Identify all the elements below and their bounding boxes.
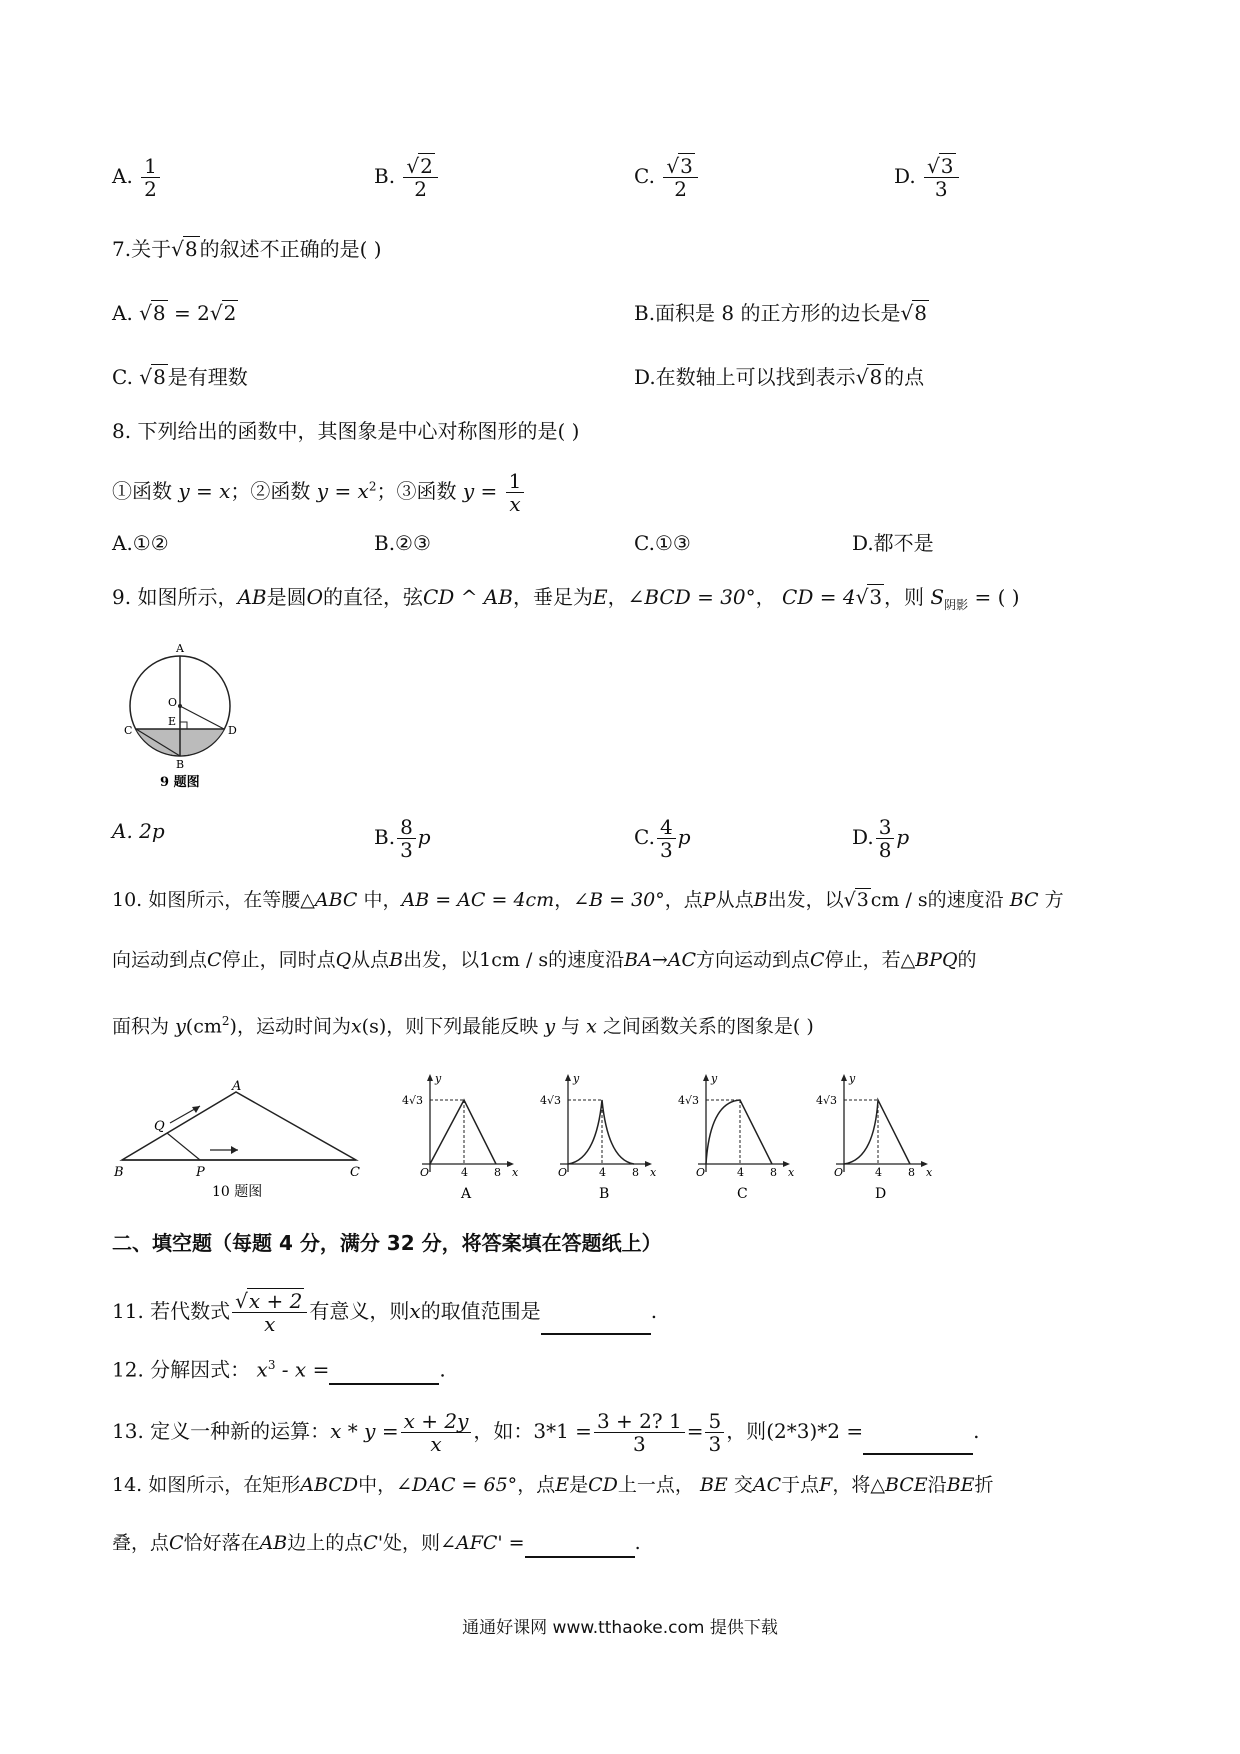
q6-option-c: C. $\frac{√3}{2}$ bbox=[634, 155, 700, 200]
q10-line-3: 面积为 $y(cm^2)$，运动时间为x(s)，则下列最能反映 y 与 x 之间函数关系的图象是( ) bbox=[112, 1014, 814, 1038]
q9-figure bbox=[118, 640, 242, 790]
q9-label-o: O bbox=[168, 696, 178, 709]
q10-tri-label-q: Q bbox=[154, 1119, 165, 1134]
q10-graph-a bbox=[402, 1072, 519, 1202]
y-max-label: 4√3 bbox=[402, 1094, 424, 1107]
q10-triangle-figure bbox=[112, 1080, 372, 1200]
q12: 12. 分解因式： $x^3$ - x = . bbox=[112, 1350, 446, 1385]
q9-label-e: E bbox=[168, 715, 177, 728]
q7-option-d: D.在数轴上可以找到表示√8 的点 bbox=[634, 365, 925, 389]
q9-label-d: D bbox=[228, 724, 237, 737]
section-2-title: 二、填空题（每题 4 分，满分 32 分，将答案填在答题纸上） bbox=[112, 1231, 662, 1255]
q14-line-2: 叠，点C恰好落在AB边上的点C'处，则∠AFC' = . bbox=[112, 1528, 641, 1558]
q14-answer-blank[interactable] bbox=[525, 1534, 635, 1558]
q7-option-b: B.面积是 8 的正方形的边长是√8 bbox=[634, 301, 927, 325]
origin-label: O bbox=[558, 1166, 568, 1179]
q6-option-a: A. $\frac{1}{2}$ bbox=[112, 155, 162, 200]
q11: 11. 若代数式 $\frac{√x + 2}{x}$ 有意义，则x的取值范围是 . bbox=[112, 1289, 658, 1336]
q9-option-a: A. 2p bbox=[112, 819, 165, 843]
q7-option-a: A. √8 = 2√2 bbox=[112, 301, 237, 325]
origin-label: O bbox=[834, 1166, 844, 1179]
x-tick-4: 4 bbox=[599, 1166, 606, 1179]
x-axis-label: x bbox=[512, 1166, 519, 1179]
q9-label-a: A bbox=[176, 642, 184, 655]
q10-line-2: 向运动到点C停止，同时点Q从点B出发，以1cm / s的速度沿BA→AC方向运动到点C停止，若△BPQ的 bbox=[112, 949, 977, 971]
q10-graph-options bbox=[400, 1072, 960, 1202]
q9-option-c: C. $\frac{4}{3}$ p bbox=[634, 815, 691, 862]
q13-answer-blank[interactable] bbox=[863, 1431, 973, 1455]
q8-items: ①函数 y = x；②函数 $y = x^2$；③函数 y = $\frac{1}{x}$ bbox=[112, 470, 526, 515]
q14-line-1: 14. 如图所示，在矩形ABCD中，∠DAC = 65°，点E是CD上一点， BE 交AC于点F，将△BCE沿BE折 bbox=[112, 1474, 994, 1496]
q10-graph-curve bbox=[706, 1100, 772, 1164]
q10-graph-c bbox=[678, 1072, 795, 1202]
graph-caption: B bbox=[599, 1186, 610, 1202]
x-axis-label: x bbox=[788, 1166, 795, 1179]
q8-option-d: D.都不是 bbox=[852, 531, 934, 555]
q8-option-c: C.①③ bbox=[634, 531, 691, 555]
q7-stem: 7.关于√8 的叙述不正确的是( ) bbox=[112, 237, 382, 261]
graph-caption: D bbox=[875, 1186, 887, 1202]
q7-option-c: C. √8 是有理数 bbox=[112, 365, 248, 389]
x-tick-4: 4 bbox=[461, 1166, 468, 1179]
q9-label-c: C bbox=[124, 724, 133, 737]
q8-option-a: A.①② bbox=[112, 531, 169, 555]
y-axis-label: y bbox=[573, 1072, 580, 1085]
q9-option-d: D. $\frac{3}{8}$ p bbox=[852, 815, 910, 862]
y-max-label: 4√3 bbox=[816, 1094, 838, 1107]
origin-label: O bbox=[696, 1166, 706, 1179]
origin-label: O bbox=[420, 1166, 430, 1179]
q10-graph-b bbox=[540, 1072, 657, 1202]
y-axis-label: y bbox=[435, 1072, 442, 1085]
q10-tri-label-c: C bbox=[350, 1165, 360, 1180]
x-tick-4: 4 bbox=[875, 1166, 882, 1179]
q10-graph-curve bbox=[568, 1100, 634, 1164]
q9-label-b: B bbox=[176, 758, 185, 771]
q8-stem: 8. 下列给出的函数中，其图象是中心对称图形的是( ) bbox=[112, 419, 580, 443]
q10-fig-caption: 10 题图 bbox=[212, 1184, 263, 1200]
y-max-label: 4√3 bbox=[678, 1094, 700, 1107]
y-max-label: 4√3 bbox=[540, 1094, 562, 1107]
q10-graph-curve bbox=[430, 1100, 496, 1164]
y-axis-label: y bbox=[849, 1072, 856, 1085]
q10-tri-label-b: B bbox=[114, 1165, 124, 1180]
q8-option-b: B.②③ bbox=[374, 531, 431, 555]
q6-option-b: B. $\frac{√2}{2}$ bbox=[374, 155, 440, 200]
page-footer: 通通好课网 www.tthaoke.com 提供下载 bbox=[462, 1618, 778, 1638]
x-tick-4: 4 bbox=[737, 1166, 744, 1179]
q10-line-1: 10. 如图所示，在等腰△ABC 中，AB = AC = 4cm，∠B = 30°，点P从点B出发，以√3 cm / s的速度沿 BC 方 bbox=[112, 889, 1064, 911]
q6-option-d: D. $\frac{√3}{3}$ bbox=[894, 155, 961, 200]
y-axis-label: y bbox=[711, 1072, 718, 1085]
q13: 13. 定义一种新的运算：x * y = $\frac{x + 2y}{x}$ ，如：3*1 = $\frac{3 + 2? 1}{3}$ = $\frac{5}{3}$ ，则(2*3)*2 = . bbox=[112, 1409, 980, 1456]
q9-fig-caption: 9 题图 bbox=[160, 775, 200, 790]
x-tick-8: 8 bbox=[494, 1166, 501, 1179]
x-tick-8: 8 bbox=[770, 1166, 777, 1179]
q10-graph-d bbox=[816, 1072, 933, 1202]
q11-answer-blank[interactable] bbox=[541, 1311, 651, 1335]
x-tick-8: 8 bbox=[908, 1166, 915, 1179]
graph-caption: A bbox=[461, 1186, 472, 1202]
graph-caption: C bbox=[737, 1186, 748, 1202]
q10-tri-label-p: P bbox=[196, 1165, 205, 1180]
x-axis-label: x bbox=[926, 1166, 933, 1179]
x-tick-8: 8 bbox=[632, 1166, 639, 1179]
x-axis-label: x bbox=[650, 1166, 657, 1179]
q9-stem: 9. 如图所示，AB是圆O的直径，弦CD ^ AB，垂足为E，∠BCD = 30°， CD = 4√3 ，则 $S_{阴影}$ = ( ) bbox=[112, 585, 1020, 612]
q9-option-b: B. $\frac{8}{3}$ p bbox=[374, 815, 431, 862]
q12-answer-blank[interactable] bbox=[329, 1361, 439, 1385]
q10-graph-curve bbox=[844, 1100, 910, 1164]
q10-tri-label-a: A bbox=[232, 1080, 242, 1094]
